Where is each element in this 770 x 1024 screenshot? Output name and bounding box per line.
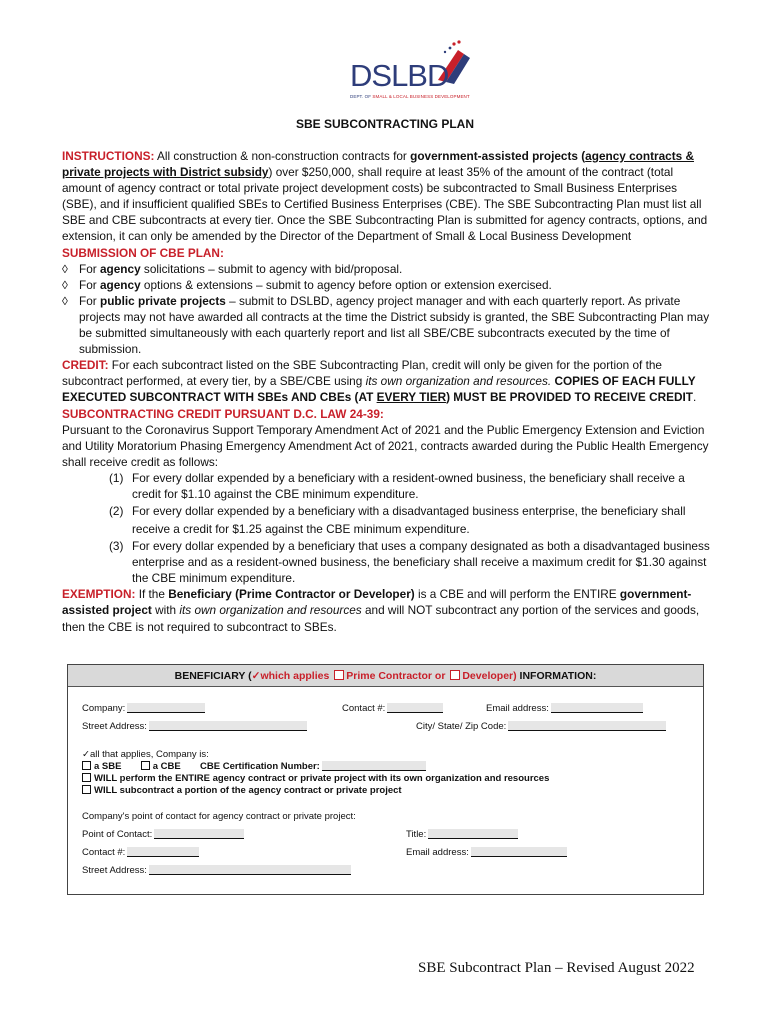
law-item: (3) For every dollar expended by a beneficiary that uses a company designated as both a disadvantaged business enterprise and as a resident-owned business, the beneficiary shall receive a maximum credit for $1.30 against the CBE minimum expenditure. <box>109 539 710 586</box>
point-of-contact-input[interactable] <box>154 829 244 839</box>
logo-wordmark: DSLBD <box>350 58 449 93</box>
cbe-certification-input[interactable] <box>322 761 426 771</box>
beneficiary-form <box>67 664 704 895</box>
law-item: (2) For every dollar expended by a beneficiary with a disadvantaged business enterprise, the beneficiary shall receive a credit for $1.25 against the CBE minimum expenditure. <box>109 504 686 537</box>
law-item: (1) For every dollar expended by a beneficiary with a resident-owned business, the beneficiary shall receive a credit for $1.10 against the CBE minimum expenditure. <box>109 470 685 501</box>
email-field: Email address: <box>486 703 643 714</box>
instructions-paragraph: INSTRUCTIONS: All construction & non-construction contracts for government-assisted projects (agency contracts & private projects with District subsidy) over $250,000, shall require at least 35% of the amount of the contract (total amount of agency contract or total private project development costs) be subcontracted to Small Business Enterprises (SBE), and if insufficient qualified SBEs to Certified Business Enterprises (CBE). The SBE Subcontracting Plan must list all SBE and CBE subcontracts at every tier. Once the SBE Subcontracting Plan is submitted for agency contracts, options, and extension, it can only be amended by the Director of the Department of Small & Local Business Development <box>62 149 708 244</box>
logo-subtitle: DEPT. OF SMALL & LOCAL BUSINESS DEVELOPMENT <box>350 94 470 99</box>
sbe-cbe-row: a SBE a CBE CBE Certification Number: <box>82 761 426 772</box>
law-heading: SUBCONTRACTING CREDIT PURSUANT D.C. LAW 24-39: <box>62 406 384 421</box>
will-perform-checkbox[interactable] <box>82 773 91 782</box>
city-state-zip-input[interactable] <box>508 721 666 731</box>
company-field: Company: <box>82 703 205 714</box>
point-of-contact-field: Point of Contact: <box>82 829 244 840</box>
submission-item: ◊ For public private projects – submit to DSLBD, agency project manager and with each quarterly report. As private projects may not have awarded all contracts at the time the District subsidy is granted, the SBE Subcontracting Plan may be submitted simultaneously with each quarterly report and list all SBE/CBE subcontracts executed by the time of submission. <box>62 293 710 357</box>
street-address-input[interactable] <box>149 721 307 731</box>
diamond-bullet-icon: ◊ <box>62 277 68 292</box>
will-perform-row: WILL perform the ENTIRE agency contract or private project with its own organization and resources <box>82 773 549 784</box>
sbe-checkbox[interactable] <box>82 761 91 770</box>
poc-intro: Company's point of contact for agency contract or private project: <box>82 811 356 822</box>
contact-number-input[interactable] <box>387 703 443 713</box>
page-title: SBE SUBCONTRACTING PLAN <box>295 117 474 131</box>
diamond-bullet-icon: ◊ <box>62 261 68 276</box>
prime-contractor-checkbox[interactable] <box>334 670 344 680</box>
contact-number-2-field: Contact #: <box>82 847 199 858</box>
dslbd-logo <box>346 40 474 106</box>
email-2-input[interactable] <box>471 847 567 857</box>
page-footer: SBE Subcontract Plan – Revised August 2022 <box>418 960 695 976</box>
submission-heading: SUBMISSION OF CBE PLAN: <box>62 245 224 260</box>
submission-item: ◊ For agency solicitations – submit to agency with bid/proposal. <box>62 261 403 276</box>
credit-paragraph: CREDIT: For each subcontract listed on the SBE Subcontracting Plan, credit will only be given for the portion of the subcontract performed, at every tier, by a SBE/CBE using its own organization and resources. COPIES OF EACH FULLY EXECUTED SUBCONTRACT WITH SBEs AND CBEs (AT EVERY TIER) MUST BE PROVIDED TO RECEIVE CREDIT. <box>62 358 697 405</box>
street-address-2-field: Street Address: <box>82 865 351 876</box>
diamond-bullet-icon: ◊ <box>62 293 68 308</box>
will-subcontract-row: WILL subcontract a portion of the agency contract or private project <box>82 785 402 796</box>
beneficiary-form-header: BENEFICIARY (✓which applies Prime Contractor or Developer) INFORMATION: <box>68 665 703 687</box>
contact-number-2-input[interactable] <box>127 847 199 857</box>
title-input[interactable] <box>428 829 518 839</box>
contact-number-field: Contact #: <box>342 703 443 714</box>
document-body <box>62 148 712 635</box>
applies-label: ✓all that applies, Company is: <box>82 749 209 760</box>
developer-checkbox[interactable] <box>450 670 460 680</box>
street-address-field: Street Address: <box>82 721 307 732</box>
cbe-checkbox[interactable] <box>141 761 150 770</box>
company-input[interactable] <box>127 703 205 713</box>
exemption-paragraph: EXEMPTION: If the Beneficiary (Prime Contractor or Developer) is a CBE and will perform the ENTIRE government-assisted project with its own organization and resources and will NOT subcontract any portion of the services and goods, then the CBE is not required to subcontract to SBEs. <box>62 587 700 634</box>
email-2-field: Email address: <box>406 847 567 858</box>
street-address-2-input[interactable] <box>149 865 351 875</box>
title-field: Title: <box>406 829 518 840</box>
email-input[interactable] <box>551 703 643 713</box>
law-intro: Pursuant to the Coronavirus Support Temporary Amendment Act of 2021 and the Public Emergency Extension and Eviction and Utility Moratorium Phasing Emergency Amendment Act of 2021, contracts awarded during the Public Health Emergency shall receive credit as follows: <box>62 422 709 469</box>
submission-item: ◊ For agency options & extensions – submit to agency before option or extension exercised. <box>62 277 552 292</box>
city-state-zip-field: City/ State/ Zip Code: <box>416 721 666 732</box>
will-subcontract-checkbox[interactable] <box>82 785 91 794</box>
